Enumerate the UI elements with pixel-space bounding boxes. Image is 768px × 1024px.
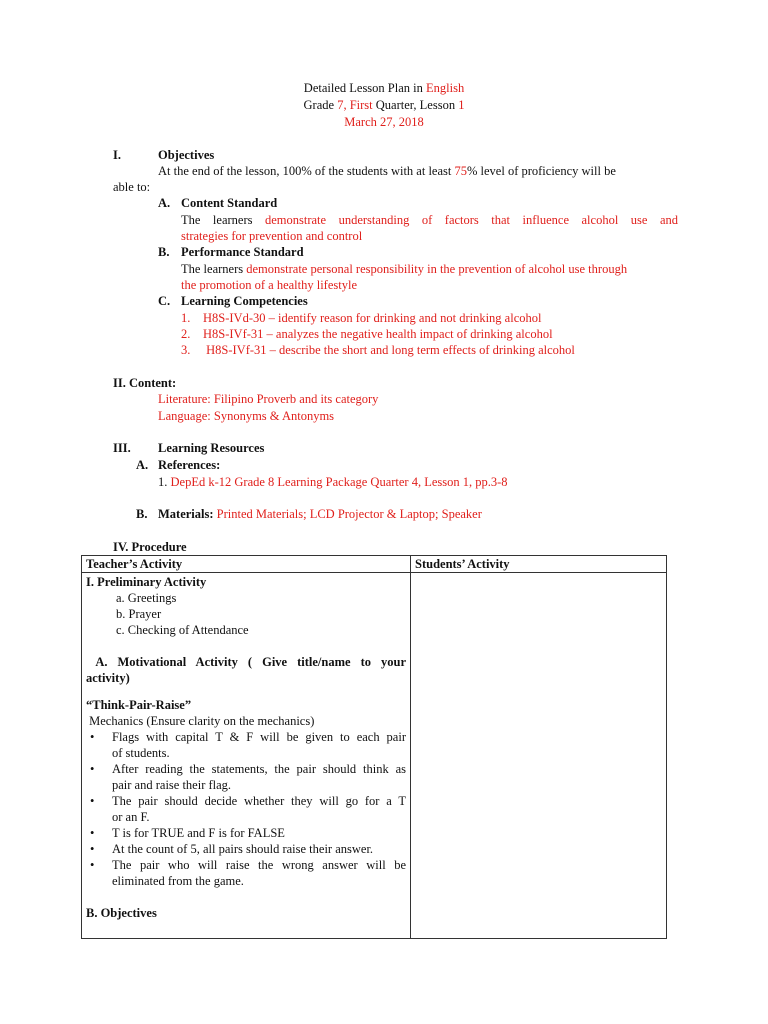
objectives-b-title: B. Objectives bbox=[86, 906, 157, 920]
materials-title: Materials: bbox=[158, 507, 214, 521]
competencies-title: Learning Competencies bbox=[181, 294, 308, 308]
references-title: References: bbox=[158, 458, 221, 472]
preliminary-title: I. Preliminary Activity bbox=[86, 575, 207, 589]
bullet-text: pair and raise their flag. bbox=[112, 778, 232, 792]
materials-text: Printed Materials; LCD Projector & Laptop; Speaker bbox=[216, 507, 482, 521]
competency-item bbox=[181, 310, 190, 326]
standard-text: demonstrate personal responsibility in the prevention of alcohol use through bbox=[246, 262, 628, 276]
motivational-title: A. Motivational Activity ( Give title/name to your bbox=[86, 655, 406, 669]
reference-item bbox=[158, 474, 508, 490]
reference-text: DepEd k-12 Grade 8 Learning Package Quarter 4, Lesson 1, pp.3-8 bbox=[170, 475, 508, 489]
bullet-text: At the count of 5, all pairs should raise their answer. bbox=[112, 842, 374, 856]
students-activity-cell bbox=[411, 573, 667, 939]
teacher-activity-cell bbox=[82, 573, 411, 939]
performance-standard-letter: B. bbox=[158, 245, 170, 259]
performance-standard-title: Performance Standard bbox=[181, 245, 304, 259]
content-standard-text bbox=[181, 212, 678, 228]
bullet-text: After reading the statements, the pair should think as bbox=[112, 762, 406, 776]
bullet-text: eliminated from the game. bbox=[112, 874, 244, 888]
list-item: b. Prayer bbox=[116, 607, 162, 621]
reference-number: 1. bbox=[158, 475, 171, 489]
list-item: c. Checking of Attendance bbox=[116, 623, 249, 637]
title-subject: English bbox=[426, 81, 465, 95]
intro-text: At the end of the lesson, 100% of the students with at least bbox=[158, 164, 455, 178]
document-title bbox=[0, 80, 768, 96]
competencies-letter: C. bbox=[158, 294, 171, 308]
competency-number: 3. bbox=[181, 343, 191, 357]
list-item: a. Greetings bbox=[116, 591, 177, 605]
list-item bbox=[86, 761, 406, 793]
bullet-icon: • bbox=[90, 762, 95, 776]
preliminary-list bbox=[86, 590, 406, 638]
competency-text: H8S-IVd-30 – identify reason for drinking and not drinking alcohol bbox=[203, 311, 542, 325]
bullet-text: T is for TRUE and F is for FALSE bbox=[112, 826, 285, 840]
competency-number: 1. bbox=[181, 311, 191, 325]
competency-number: 2. bbox=[181, 327, 191, 341]
lesson-number: 1 bbox=[458, 98, 465, 112]
bullet-text: or an F. bbox=[112, 810, 150, 824]
lesson-date: March 27, 2018 bbox=[344, 115, 424, 129]
bullet-icon: • bbox=[90, 858, 95, 872]
lead-text: The learners bbox=[181, 213, 265, 227]
competency-item bbox=[181, 326, 190, 342]
section-number-3: III. bbox=[113, 441, 131, 455]
list-item bbox=[86, 825, 406, 841]
game-name: “Think-Pair-Raise” bbox=[86, 698, 192, 712]
bullet-icon: • bbox=[90, 730, 95, 744]
list-item bbox=[86, 841, 406, 857]
section-title-objectives: Objectives bbox=[158, 148, 215, 162]
bullet-icon: • bbox=[90, 826, 95, 840]
materials-letter: B. bbox=[136, 507, 148, 521]
objectives-intro-cont: able to: bbox=[113, 180, 151, 194]
bullet-text: The pair who will raise the wrong answer will be bbox=[112, 858, 406, 872]
teacher-activity-header: Teacher’s Activity bbox=[82, 556, 411, 573]
table-row bbox=[82, 573, 667, 939]
title-text: Detailed Lesson Plan in bbox=[303, 81, 426, 95]
content-language: Language: Synonyms & Antonyms bbox=[158, 409, 335, 423]
motivational-title-cont: activity) bbox=[86, 671, 130, 685]
section-number-1: I. bbox=[113, 148, 121, 162]
content-standard-title: Content Standard bbox=[181, 196, 278, 210]
competency-text: H8S-IVf-31 – describe the short and long term effects of drinking alcohol bbox=[203, 343, 575, 357]
list-item bbox=[86, 729, 406, 761]
bullet-text: Flags with capital T & F will be given to each pair bbox=[112, 730, 406, 744]
grade-label: Grade bbox=[303, 98, 338, 112]
standard-text: demonstrate understanding of factors that influence alcohol use and bbox=[264, 213, 678, 227]
grade-value: 7, bbox=[337, 98, 347, 112]
section-title-procedure: IV. Procedure bbox=[113, 540, 187, 554]
performance-standard-text bbox=[181, 261, 681, 277]
procedure-table bbox=[81, 555, 667, 939]
quarter-value: First bbox=[349, 98, 373, 112]
bullet-text: The pair should decide whether they will go for a T bbox=[112, 794, 406, 808]
list-item bbox=[86, 857, 406, 889]
bullet-text: of students. bbox=[112, 746, 170, 760]
competency-item bbox=[181, 342, 190, 358]
content-standard-letter: A. bbox=[158, 196, 171, 210]
section-title-content: II. Content: bbox=[113, 376, 177, 390]
section-title-resources: Learning Resources bbox=[158, 441, 265, 455]
competency-text: H8S-IVf-31 – analyzes the negative health impact of drinking alcohol bbox=[203, 327, 553, 341]
students-activity-header: Students’ Activity bbox=[411, 556, 667, 573]
bullet-icon: • bbox=[90, 842, 95, 856]
content-literature: Literature: Filipino Proverb and its category bbox=[158, 392, 379, 406]
objectives-intro bbox=[158, 163, 678, 179]
content-standard-text-cont: strategies for prevention and control bbox=[181, 229, 363, 243]
mechanics-label: Mechanics (Ensure clarity on the mechanics) bbox=[86, 714, 315, 728]
proficiency-level: 75 bbox=[454, 164, 467, 178]
grade-quarter-line bbox=[0, 97, 768, 113]
table-header-row bbox=[82, 556, 667, 573]
intro-text-end: % level of proficiency will be bbox=[466, 164, 616, 178]
materials-line bbox=[158, 506, 482, 522]
performance-standard-text-cont: the promotion of a healthy lifestyle bbox=[181, 278, 357, 292]
list-item bbox=[86, 793, 406, 825]
quarter-lesson-label: Quarter, Lesson bbox=[372, 98, 459, 112]
lead-text: The learners bbox=[181, 262, 247, 276]
references-letter: A. bbox=[136, 458, 149, 472]
bullet-icon: • bbox=[90, 794, 95, 808]
